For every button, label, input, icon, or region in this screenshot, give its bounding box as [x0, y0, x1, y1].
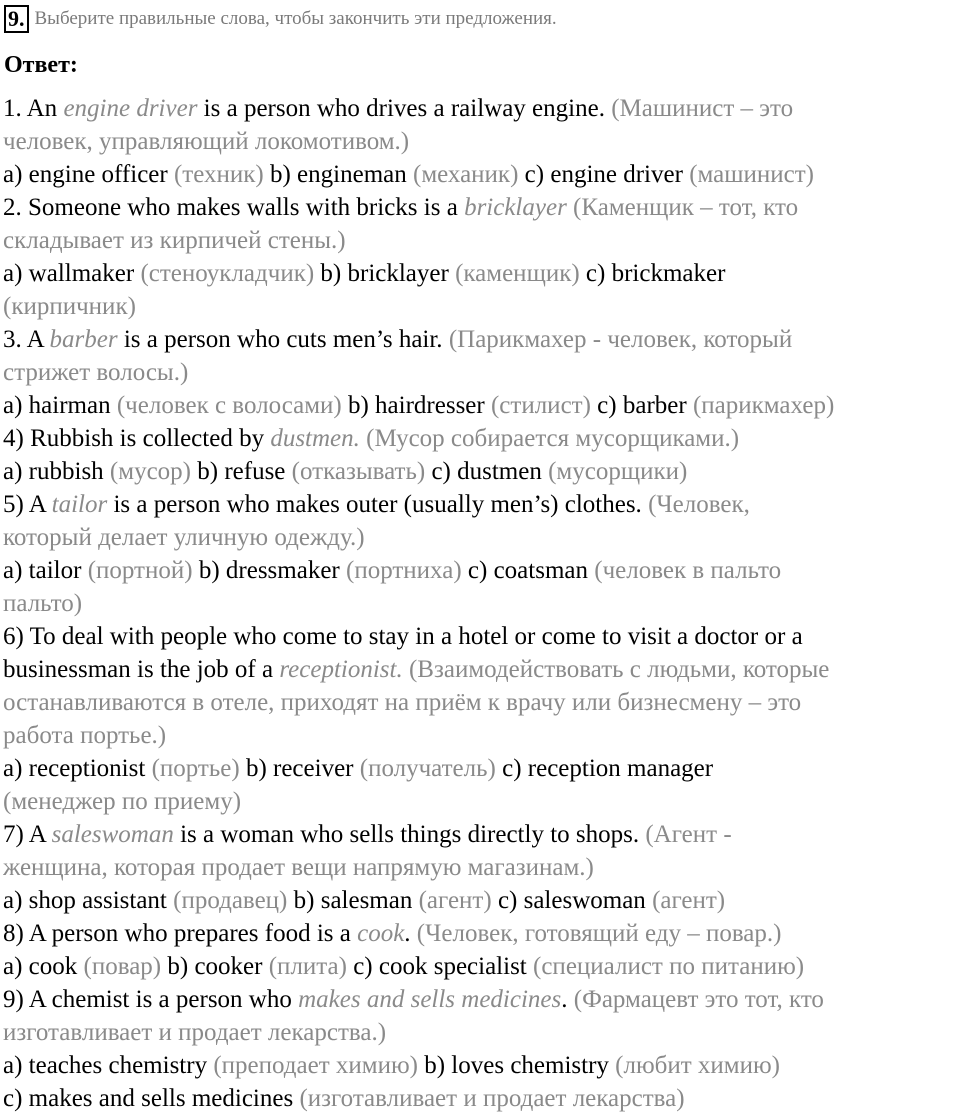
translation-text: (мусорщики)	[548, 458, 688, 485]
translation-text: (стилист)	[490, 392, 591, 419]
sentence-text: c) dustmen	[425, 458, 549, 485]
translation-text: (Человек,	[648, 491, 750, 518]
answer-line	[3, 752, 959, 785]
translation-text: складывает из кирпичей стены.)	[3, 227, 346, 254]
answer-line	[3, 851, 959, 884]
sentence-text: is a person who makes outer (usually men’s) clothes.	[107, 491, 649, 518]
translation-text: (агент)	[418, 887, 492, 914]
sentence-text: c) brickmaker	[579, 260, 726, 287]
translation-text: (портье)	[151, 755, 240, 782]
answer-line	[3, 422, 959, 455]
answer-line	[3, 455, 959, 488]
task-instruction: Выберите правильные слова, чтобы закончить эти предложения.	[34, 8, 557, 29]
sentence-text: 9) A chemist is a person who	[3, 986, 299, 1013]
answer-title: Ответ:	[4, 52, 78, 78]
sentence-text: 6) To deal with people who come to stay in a hotel or come to visit a doctor or a	[3, 623, 803, 650]
answer-line	[3, 521, 959, 554]
answer-keyword: barber	[49, 326, 118, 353]
translation-text: человек, управляющий локомотивом.)	[3, 128, 410, 155]
answer-line	[3, 950, 959, 983]
answer-line	[3, 818, 959, 851]
sentence-text: a) cook	[3, 953, 84, 980]
translation-text: (Машинист – это	[611, 95, 794, 122]
answer-line	[3, 653, 959, 686]
sentence-text: c) barber	[590, 392, 693, 419]
translation-text: (портниха)	[346, 557, 462, 584]
answer-keyword: makes and sells medicines	[298, 986, 562, 1013]
answer-keyword: dustmen.	[270, 425, 360, 452]
sentence-text: 2. Someone who makes walls with bricks is a	[3, 194, 465, 221]
translation-text: (каменщик)	[455, 260, 580, 287]
sentence-text: a) engine officer	[3, 161, 174, 188]
translation-text: (Фармацевт это тот, кто	[573, 986, 824, 1013]
answer-line	[3, 389, 959, 422]
sentence-text: c) engine driver	[518, 161, 690, 188]
sentence-text: businessman is the job of a	[3, 656, 280, 683]
answer-line	[3, 1049, 959, 1082]
answer-line	[3, 785, 959, 818]
answer-keyword: engine driver	[63, 95, 198, 122]
sentence-text: is a person who cuts men’s hair.	[117, 326, 449, 353]
answer-line	[3, 158, 959, 191]
translation-text: (механик)	[413, 161, 519, 188]
translation-text: (изготавливает и продает лекарства)	[299, 1085, 685, 1112]
answer-line	[3, 191, 959, 224]
answer-line	[3, 554, 959, 587]
translation-text: который делает уличную одежду.)	[3, 524, 365, 551]
translation-text: (кирпичник)	[3, 293, 136, 320]
sentence-text: b) cooker	[161, 953, 269, 980]
translation-text: (парикмахер)	[692, 392, 835, 419]
task-number-badge: 9.	[4, 5, 29, 33]
sentence-text: is a woman who sells things directly to shops.	[173, 821, 646, 848]
sentence-text: c) cook specialist	[346, 953, 534, 980]
translation-text: (машинист)	[689, 161, 814, 188]
sentence-text: 7) A	[3, 821, 52, 848]
task-header	[4, 4, 557, 34]
translation-text: (мусор)	[109, 458, 191, 485]
answer-line	[3, 125, 959, 158]
translation-text: (техник)	[173, 161, 264, 188]
answer-line	[3, 983, 959, 1016]
sentence-text: b) salesman	[287, 887, 419, 914]
answer-line	[3, 719, 959, 752]
answer-keyword: tailor	[51, 491, 108, 518]
sentence-text: .	[561, 986, 574, 1013]
sentence-text: b) engineman	[263, 161, 413, 188]
answer-line	[3, 224, 959, 257]
answer-line	[3, 917, 959, 950]
sentence-text: a) shop assistant	[3, 887, 174, 914]
translation-text: (Взаимодействовать с людьми, которые	[402, 656, 830, 683]
translation-text: (любит химию)	[615, 1052, 780, 1079]
translation-text: (человек в пальто	[594, 557, 782, 584]
answer-line	[3, 884, 959, 917]
answer-keyword: cook	[357, 920, 405, 947]
translation-text: (специалист по питанию)	[533, 953, 805, 980]
translation-text: (Парикмахер - человек, который	[448, 326, 793, 353]
answer-line	[3, 620, 959, 653]
sentence-text: c) coatsman	[461, 557, 595, 584]
sentence-text: a) rubbish	[3, 458, 110, 485]
translation-text: (получатель)	[359, 755, 496, 782]
translation-text: (продавец)	[173, 887, 288, 914]
answer-line	[3, 1016, 959, 1049]
sentence-text: 3. A	[3, 326, 50, 353]
translation-text: пальто)	[3, 590, 83, 617]
sentence-text: b) dressmaker	[192, 557, 346, 584]
answer-line	[3, 92, 959, 125]
translation-text: (стеноукладчик)	[140, 260, 315, 287]
answer-line	[3, 356, 959, 389]
sentence-text: 5) A	[3, 491, 52, 518]
sentence-text: 4) Rubbish is collected by	[3, 425, 271, 452]
sentence-text: b) loves chemistry	[417, 1052, 616, 1079]
sentence-text: 1. An	[3, 95, 64, 122]
sentence-text: b) hairdresser	[341, 392, 491, 419]
translation-text: (отказывать)	[291, 458, 426, 485]
answer-line	[3, 290, 959, 323]
translation-text: изготавливает и продает лекарства.)	[3, 1019, 387, 1046]
translation-text: (человек с волосами)	[116, 392, 342, 419]
sentence-text: is a person who drives a railway engine.	[197, 95, 612, 122]
answer-line	[3, 686, 959, 719]
sentence-text: b) bricklayer	[314, 260, 456, 287]
answer-line	[3, 587, 959, 620]
translation-text: (агент)	[652, 887, 726, 914]
translation-text: (Агент -	[645, 821, 732, 848]
sentence-text: a) teaches chemistry	[3, 1052, 214, 1079]
translation-text: (менеджер по приему)	[3, 788, 242, 815]
sentence-text: c) reception manager	[495, 755, 714, 782]
answer-line	[3, 323, 959, 356]
translation-text: работа портье.)	[3, 722, 167, 749]
translation-text: останавливаются в отеле, приходят на приём к врачу или бизнесмену – это	[3, 689, 802, 716]
sentence-text: a) tailor	[3, 557, 88, 584]
sentence-text: 8) A person who prepares food is a	[3, 920, 358, 947]
answer-line	[3, 1082, 959, 1115]
sentence-text: a) hairman	[3, 392, 117, 419]
sentence-text: c) saleswoman	[491, 887, 653, 914]
translation-text: (Каменщик – тот, кто	[566, 194, 799, 221]
sentence-text: .	[404, 920, 417, 947]
translation-text: (преподает химию)	[213, 1052, 418, 1079]
answer-body	[3, 92, 959, 1115]
answer-line	[3, 257, 959, 290]
translation-text: (повар)	[83, 953, 162, 980]
sentence-text: b) receiver	[239, 755, 360, 782]
sentence-text: b) refuse	[191, 458, 292, 485]
translation-text: (плита)	[268, 953, 347, 980]
answer-keyword: saleswoman	[51, 821, 174, 848]
sentence-text: a) wallmaker	[3, 260, 141, 287]
answer-keyword: receptionist.	[279, 656, 403, 683]
sentence-text: a) receptionist	[3, 755, 152, 782]
translation-text: женщина, которая продает вещи напрямую магазинам.)	[3, 854, 594, 881]
answer-keyword: bricklayer	[464, 194, 567, 221]
answer-line	[3, 488, 959, 521]
translation-text: (Человек, готовящий еду – повар.)	[416, 920, 782, 947]
translation-text: (Мусор собирается мусорщиками.)	[359, 425, 740, 452]
translation-text: (портной)	[87, 557, 193, 584]
sentence-text: c) makes and sells medicines	[3, 1085, 300, 1112]
translation-text: стрижет волосы.)	[3, 359, 189, 386]
